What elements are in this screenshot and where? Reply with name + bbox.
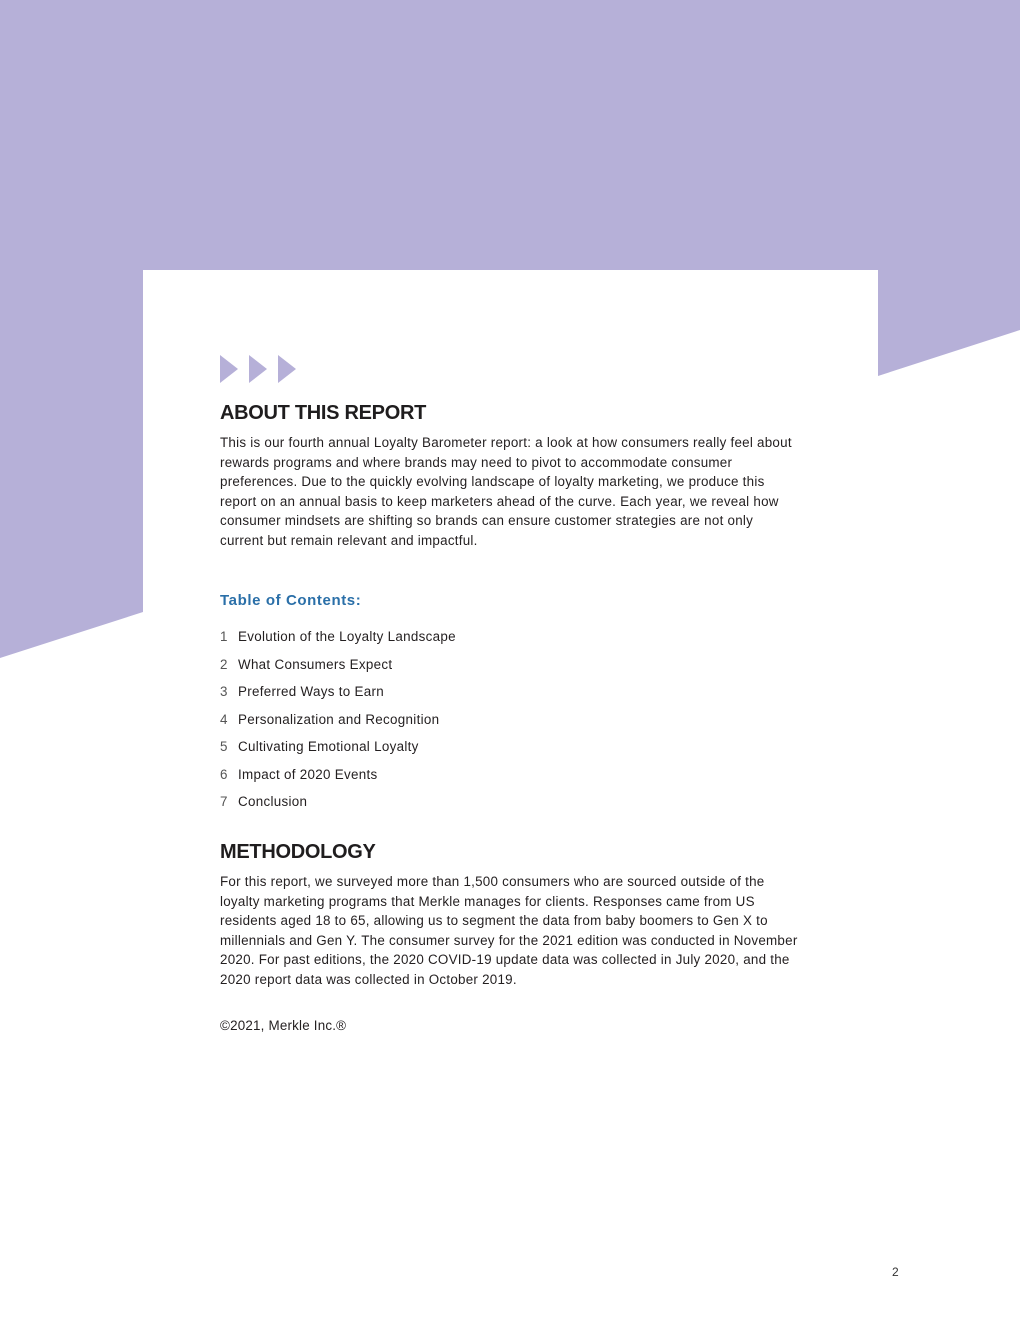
toc-item[interactable] <box>220 737 456 765</box>
toc-item[interactable] <box>220 655 456 683</box>
toc-item[interactable] <box>220 627 456 655</box>
toc-item-label: Impact of 2020 Events <box>238 766 378 782</box>
methodology-paragraph: For this report, we surveyed more than 1,500 consumers who are sourced outside of the loyalty marketing programs that Merkle manages for clients. Responses came from US residents aged 18 to 65, allowing us to segment the data from baby boomers to Gen X to millennials and Gen Y. The consumer survey for the 2021 edition was conducted in November 2020. For past editions, the 2020 COVID-19 update data was collected in July 2020, and the 2020 report data was collected in October 2019. <box>220 874 798 987</box>
toc-item[interactable] <box>220 710 456 738</box>
toc-title: Table of Contents: <box>220 592 362 609</box>
toc-item-number: 7 <box>220 794 228 809</box>
toc-item-label: What Consumers Expect <box>238 656 393 672</box>
about-heading: ABOUT THIS REPORT <box>220 402 427 424</box>
toc-item[interactable] <box>220 765 456 793</box>
toc-item-number: 3 <box>220 684 228 699</box>
toc-item-number: 1 <box>220 629 228 644</box>
toc-item-label: Preferred Ways to Earn <box>238 684 385 699</box>
toc-list <box>220 627 456 820</box>
toc-item-number: 4 <box>220 711 228 727</box>
toc-item-label: Conclusion <box>238 794 308 809</box>
toc-item-number: 6 <box>220 766 228 782</box>
copyright-notice: ©2021, Merkle Inc.® <box>220 1018 347 1033</box>
toc-item-label: Personalization and Recognition <box>238 711 440 727</box>
toc-item[interactable] <box>220 792 456 820</box>
toc-item[interactable] <box>220 682 456 710</box>
methodology-heading: METHODOLOGY <box>220 841 376 863</box>
toc-item-label: Cultivating Emotional Loyalty <box>238 739 419 754</box>
triple-arrow-icon <box>220 355 300 383</box>
toc-item-number: 2 <box>220 656 228 672</box>
about-paragraph: This is our fourth annual Loyalty Barometer report: a look at how consumers really feel about rewards programs and where brands may need to pivot to accommodate consumer preferences. Due to the quickly evolving landscape of loyalty marketing, we produce this report on an annual basis to keep marketers ahead of the curve. Each year, we reveal how consumer mindsets are shifting so brands can ensure customer strategies are not only current but remain relevant and impactful. <box>220 435 792 548</box>
page-number: 2 <box>892 1265 899 1279</box>
toc-item-label: Evolution of the Loyalty Landscape <box>238 629 456 644</box>
toc-item-number: 5 <box>220 739 228 754</box>
